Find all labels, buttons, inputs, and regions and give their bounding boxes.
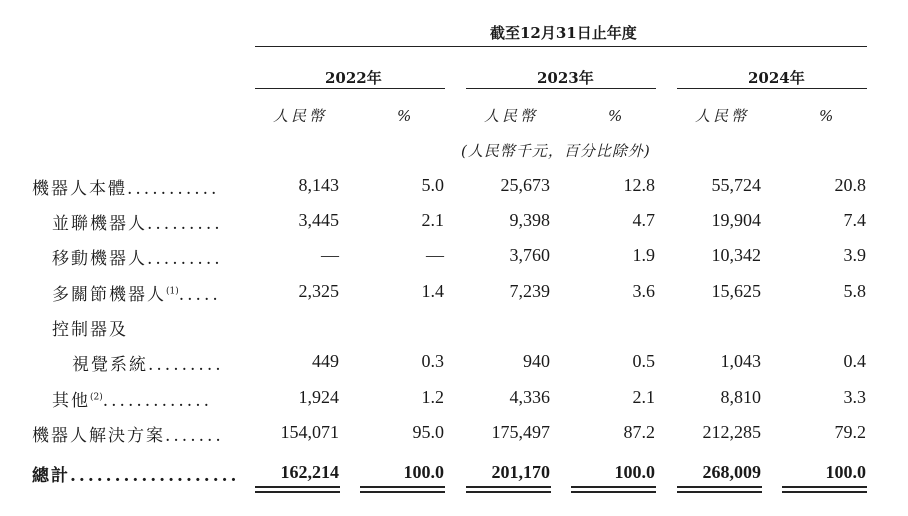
total-underline [782, 491, 867, 493]
total-underline [571, 486, 656, 488]
row-label-text: 視覺系統 [72, 355, 148, 375]
percent-cell: 5.0 [421, 175, 444, 195]
percent-cell: 1.9 [632, 245, 655, 265]
row-label-text: 其他 [52, 391, 90, 411]
amount-cell: 175,497 [491, 422, 550, 442]
amount-cell: — [321, 245, 339, 265]
year-header-2022: 2022年 [325, 69, 382, 87]
percent-cell: 0.4 [843, 351, 866, 371]
amount-cell: 8,143 [298, 175, 339, 195]
leader-dots: ............. [102, 391, 212, 411]
footnote-ref: (1) [166, 286, 179, 297]
row-label-text: 機器人本體 [32, 179, 127, 199]
percent-cell: — [426, 245, 444, 265]
amount-cell: 201,170 [491, 462, 550, 482]
percent-cell: 12.8 [623, 175, 655, 195]
unit-note: (人民幣千元，百分比除外) [461, 142, 651, 160]
amount-cell: 940 [523, 351, 550, 371]
year-underline-2024 [677, 88, 867, 89]
unit-rmb-2024: 人民幣 [695, 107, 750, 125]
percent-cell: 20.8 [834, 175, 866, 195]
total-underline [255, 491, 340, 493]
amount-cell: 162,214 [280, 462, 339, 482]
percent-cell: 1.4 [421, 281, 444, 301]
amount-cell: 268,009 [702, 462, 761, 482]
year-underline-2022 [255, 88, 445, 89]
percent-cell: 100.0 [403, 462, 444, 482]
total-underline [255, 486, 340, 488]
percent-cell: 1.2 [421, 387, 444, 407]
percent-cell: 79.2 [834, 422, 866, 442]
row-label [52, 244, 223, 269]
percent-cell: 0.3 [421, 351, 444, 371]
row-label [32, 421, 224, 446]
row-label-text: 機器人解決方案 [32, 426, 165, 446]
unit-rmb-2023: 人民幣 [484, 107, 539, 125]
amount-cell: 1,924 [298, 387, 339, 407]
amount-cell: 9,398 [509, 210, 550, 230]
amount-cell: 25,673 [500, 175, 550, 195]
percent-cell: 100.0 [614, 462, 655, 482]
amount-cell: 7,239 [509, 281, 550, 301]
unit-pct-2023: % [608, 107, 626, 125]
row-label [52, 315, 128, 340]
percent-cell: 0.5 [632, 351, 655, 371]
total-underline [360, 491, 445, 493]
amount-cell: 2,325 [298, 281, 339, 301]
leader-dots: ..... [178, 285, 221, 305]
row-label [32, 461, 239, 486]
amount-cell: 154,071 [280, 422, 339, 442]
amount-cell: 3,445 [298, 210, 339, 230]
year-header-2024: 2024年 [748, 69, 805, 87]
total-underline [466, 486, 551, 488]
percent-cell: 100.0 [825, 462, 866, 482]
row-label [72, 350, 224, 375]
amount-cell: 4,336 [509, 387, 550, 407]
year-underline-2023 [466, 88, 656, 89]
unit-pct-2024: % [819, 107, 837, 125]
leader-dots: ........... [127, 179, 220, 199]
total-underline [677, 486, 762, 488]
amount-cell: 15,625 [711, 281, 761, 301]
leader-dots: ......... [148, 355, 224, 375]
row-label-text: 移動機器人 [52, 249, 147, 269]
amount-cell: 449 [312, 351, 339, 371]
row-label [52, 386, 212, 411]
amount-cell: 1,043 [720, 351, 761, 371]
percent-cell: 95.0 [412, 422, 444, 442]
amount-cell: 8,810 [720, 387, 761, 407]
total-underline [466, 491, 551, 493]
unit-pct-2022: % [397, 107, 415, 125]
leader-dots: ....... [165, 426, 224, 446]
percent-cell: 4.7 [632, 210, 655, 230]
leader-dots: ................... [70, 466, 240, 486]
percent-cell: 3.9 [843, 245, 866, 265]
total-underline [360, 486, 445, 488]
row-label [52, 209, 223, 234]
amount-cell: 212,285 [702, 422, 761, 442]
total-underline [677, 491, 762, 493]
percent-cell: 3.3 [843, 387, 866, 407]
percent-cell: 87.2 [623, 422, 655, 442]
percent-cell: 3.6 [632, 281, 655, 301]
unit-rmb-2022: 人民幣 [273, 107, 328, 125]
row-label [52, 280, 221, 305]
leader-dots: ......... [147, 214, 223, 234]
period-underline [255, 46, 867, 47]
footnote-ref: (2) [90, 392, 103, 403]
percent-cell: 7.4 [843, 210, 866, 230]
amount-cell: 3,760 [509, 245, 550, 265]
period-header: 截至12月31日止年度 [490, 24, 637, 42]
row-label-text: 多關節機器人 [52, 285, 166, 305]
leader-dots: ......... [147, 249, 223, 269]
amount-cell: 19,904 [711, 210, 761, 230]
percent-cell: 5.8 [843, 281, 866, 301]
amount-cell: 55,724 [711, 175, 761, 195]
amount-cell: 10,342 [711, 245, 761, 265]
total-underline [571, 491, 656, 493]
row-label-text: 控制器及 [52, 320, 128, 340]
year-header-2023: 2023年 [537, 69, 594, 87]
percent-cell: 2.1 [421, 210, 444, 230]
row-label-text: 總計 [32, 466, 70, 486]
row-label [32, 174, 219, 199]
row-label-text: 並聯機器人 [52, 214, 147, 234]
total-underline [782, 486, 867, 488]
percent-cell: 2.1 [632, 387, 655, 407]
